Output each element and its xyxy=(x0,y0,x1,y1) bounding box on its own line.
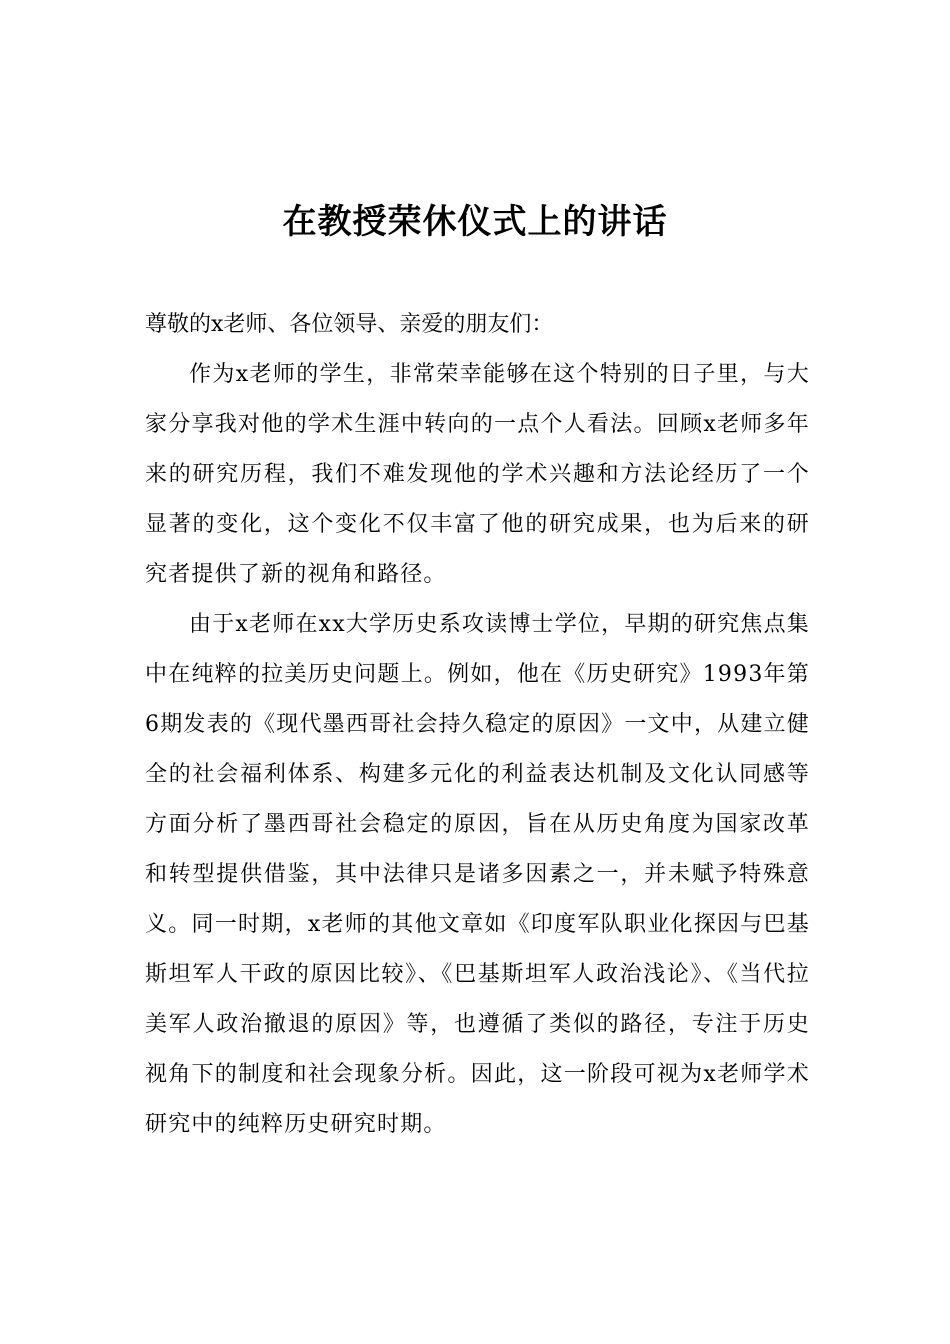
salutation: 尊敬的x老师、各位领导、亲爱的朋友们： xyxy=(145,312,554,337)
paragraph-2: 由于x老师在xx大学历史系攻读博士学位，早期的研究焦点集中在纯粹的拉美历史问题上。例如，他在《历史研究》1993年第6期发表的《现代墨西哥社会持久稳定的原因》一文中，从建立健全的社会福利体系、构建多元化的利益表达机制及文化认同感等方面分析了墨西哥社会稳定的原因，旨在从历史角度为国家改革和转型提供借鉴，其中法律只是诸多因素之一，并未赋予特殊意义。同一时期，x老师的其他文章如《印度军队职业化探因与巴基斯坦军人干政的原因比较》、《巴基斯坦军人政治浅论》、《当代拉美军人政治撤退的原因》等，也遵循了类似的路径，专注于历史视角下的制度和社会现象分析。因此，这一阶段可视为x老师学术研究中的纯粹历史研究时期。 xyxy=(145,612,810,1137)
document-body xyxy=(145,300,810,1150)
paragraph-1: 作为x老师的学生，非常荣幸能够在这个特别的日子里，与大家分享我对他的学术生涯中转向的一点个人看法。回顾x老师多年来的研究历程，我们不难发现他的学术兴趣和方法论经历了一个显著的变化，这个变化不仅丰富了他的研究成果，也为后来的研究者提供了新的视角和路径。 xyxy=(145,362,810,587)
document-title: 在教授荣休仪式上的讲话 xyxy=(282,202,668,242)
